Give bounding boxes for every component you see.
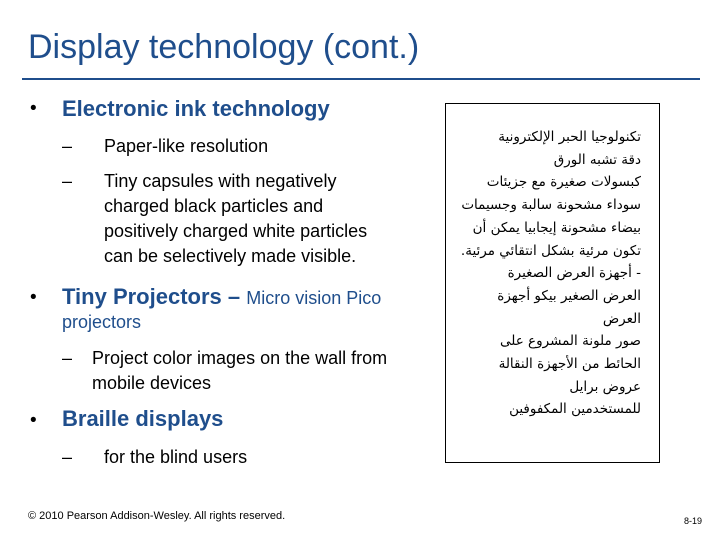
braille-heading: Braille displays [62,406,224,431]
dash-marker: – [62,136,73,156]
arabic-line: دقة تشبه الورق [553,151,641,168]
arabic-line: للمستخدمين المكفوفين [509,401,641,418]
slide-title: Display technology (cont.) [28,28,420,66]
eink-sub1: Paper-like resolution [104,136,269,156]
arabic-text [451,126,641,421]
copyright-footer: © 2010 Pearson Addison-Wesley. All rights reserved. [28,510,286,522]
eink-sub2-line: can be selectively made visible. [104,246,357,266]
arabic-line: كبسولات صغيرة مع جزيئات [486,174,641,191]
arabic-line: الحائط من الأجهزة النقالة [498,356,641,373]
projectors-sub1-line: Project color images on the wall from [92,348,388,368]
arabic-line: العرض الصغير بيكو أجهزة [497,287,641,304]
projectors-heading-bold: Tiny Projectors – [62,284,241,309]
eink-heading: Electronic ink technology [62,96,330,121]
projectors-heading-cont: projectors [62,312,142,332]
eink-sub2-line: charged black particles and [104,196,324,216]
bullet-marker: • [30,98,37,119]
dash-marker: – [62,348,73,368]
arabic-translation-box [445,103,660,463]
bullet-marker: • [30,410,37,431]
braille-sub1: for the blind users [104,447,248,467]
projectors-sub1 [92,346,387,396]
dash-marker: – [62,447,73,467]
eink-sub2 [104,169,367,269]
arabic-line: تكون مرئية بشكل انتقائي مرئية. [460,242,641,259]
arabic-line: صور ملونة المشروع على [499,333,641,350]
dash-marker: – [62,171,73,191]
projectors-sub1-line: mobile devices [92,373,212,393]
arabic-line: العرض [602,310,641,327]
page-number: 8-19 [684,516,703,526]
projectors-heading [62,284,381,310]
arabic-line: - أجهزة العرض الصغيرة [507,265,641,282]
arabic-line: تكنولوجيا الحبر الإلكترونية [498,129,641,145]
arabic-line: بيضاء مشحونة إيجابيا يمكن أن [472,219,641,236]
arabic-line: عروض برايل [569,378,641,395]
eink-sub2-line: Tiny capsules with negatively [104,171,337,191]
arabic-line: سوداء مشحونة سالبة وجسيمات [461,197,641,214]
eink-sub2-line: positively charged white particles [104,221,368,241]
projectors-heading-normal: Micro vision Pico [246,288,382,308]
bullet-marker: • [30,287,37,308]
title-underline [22,78,700,80]
